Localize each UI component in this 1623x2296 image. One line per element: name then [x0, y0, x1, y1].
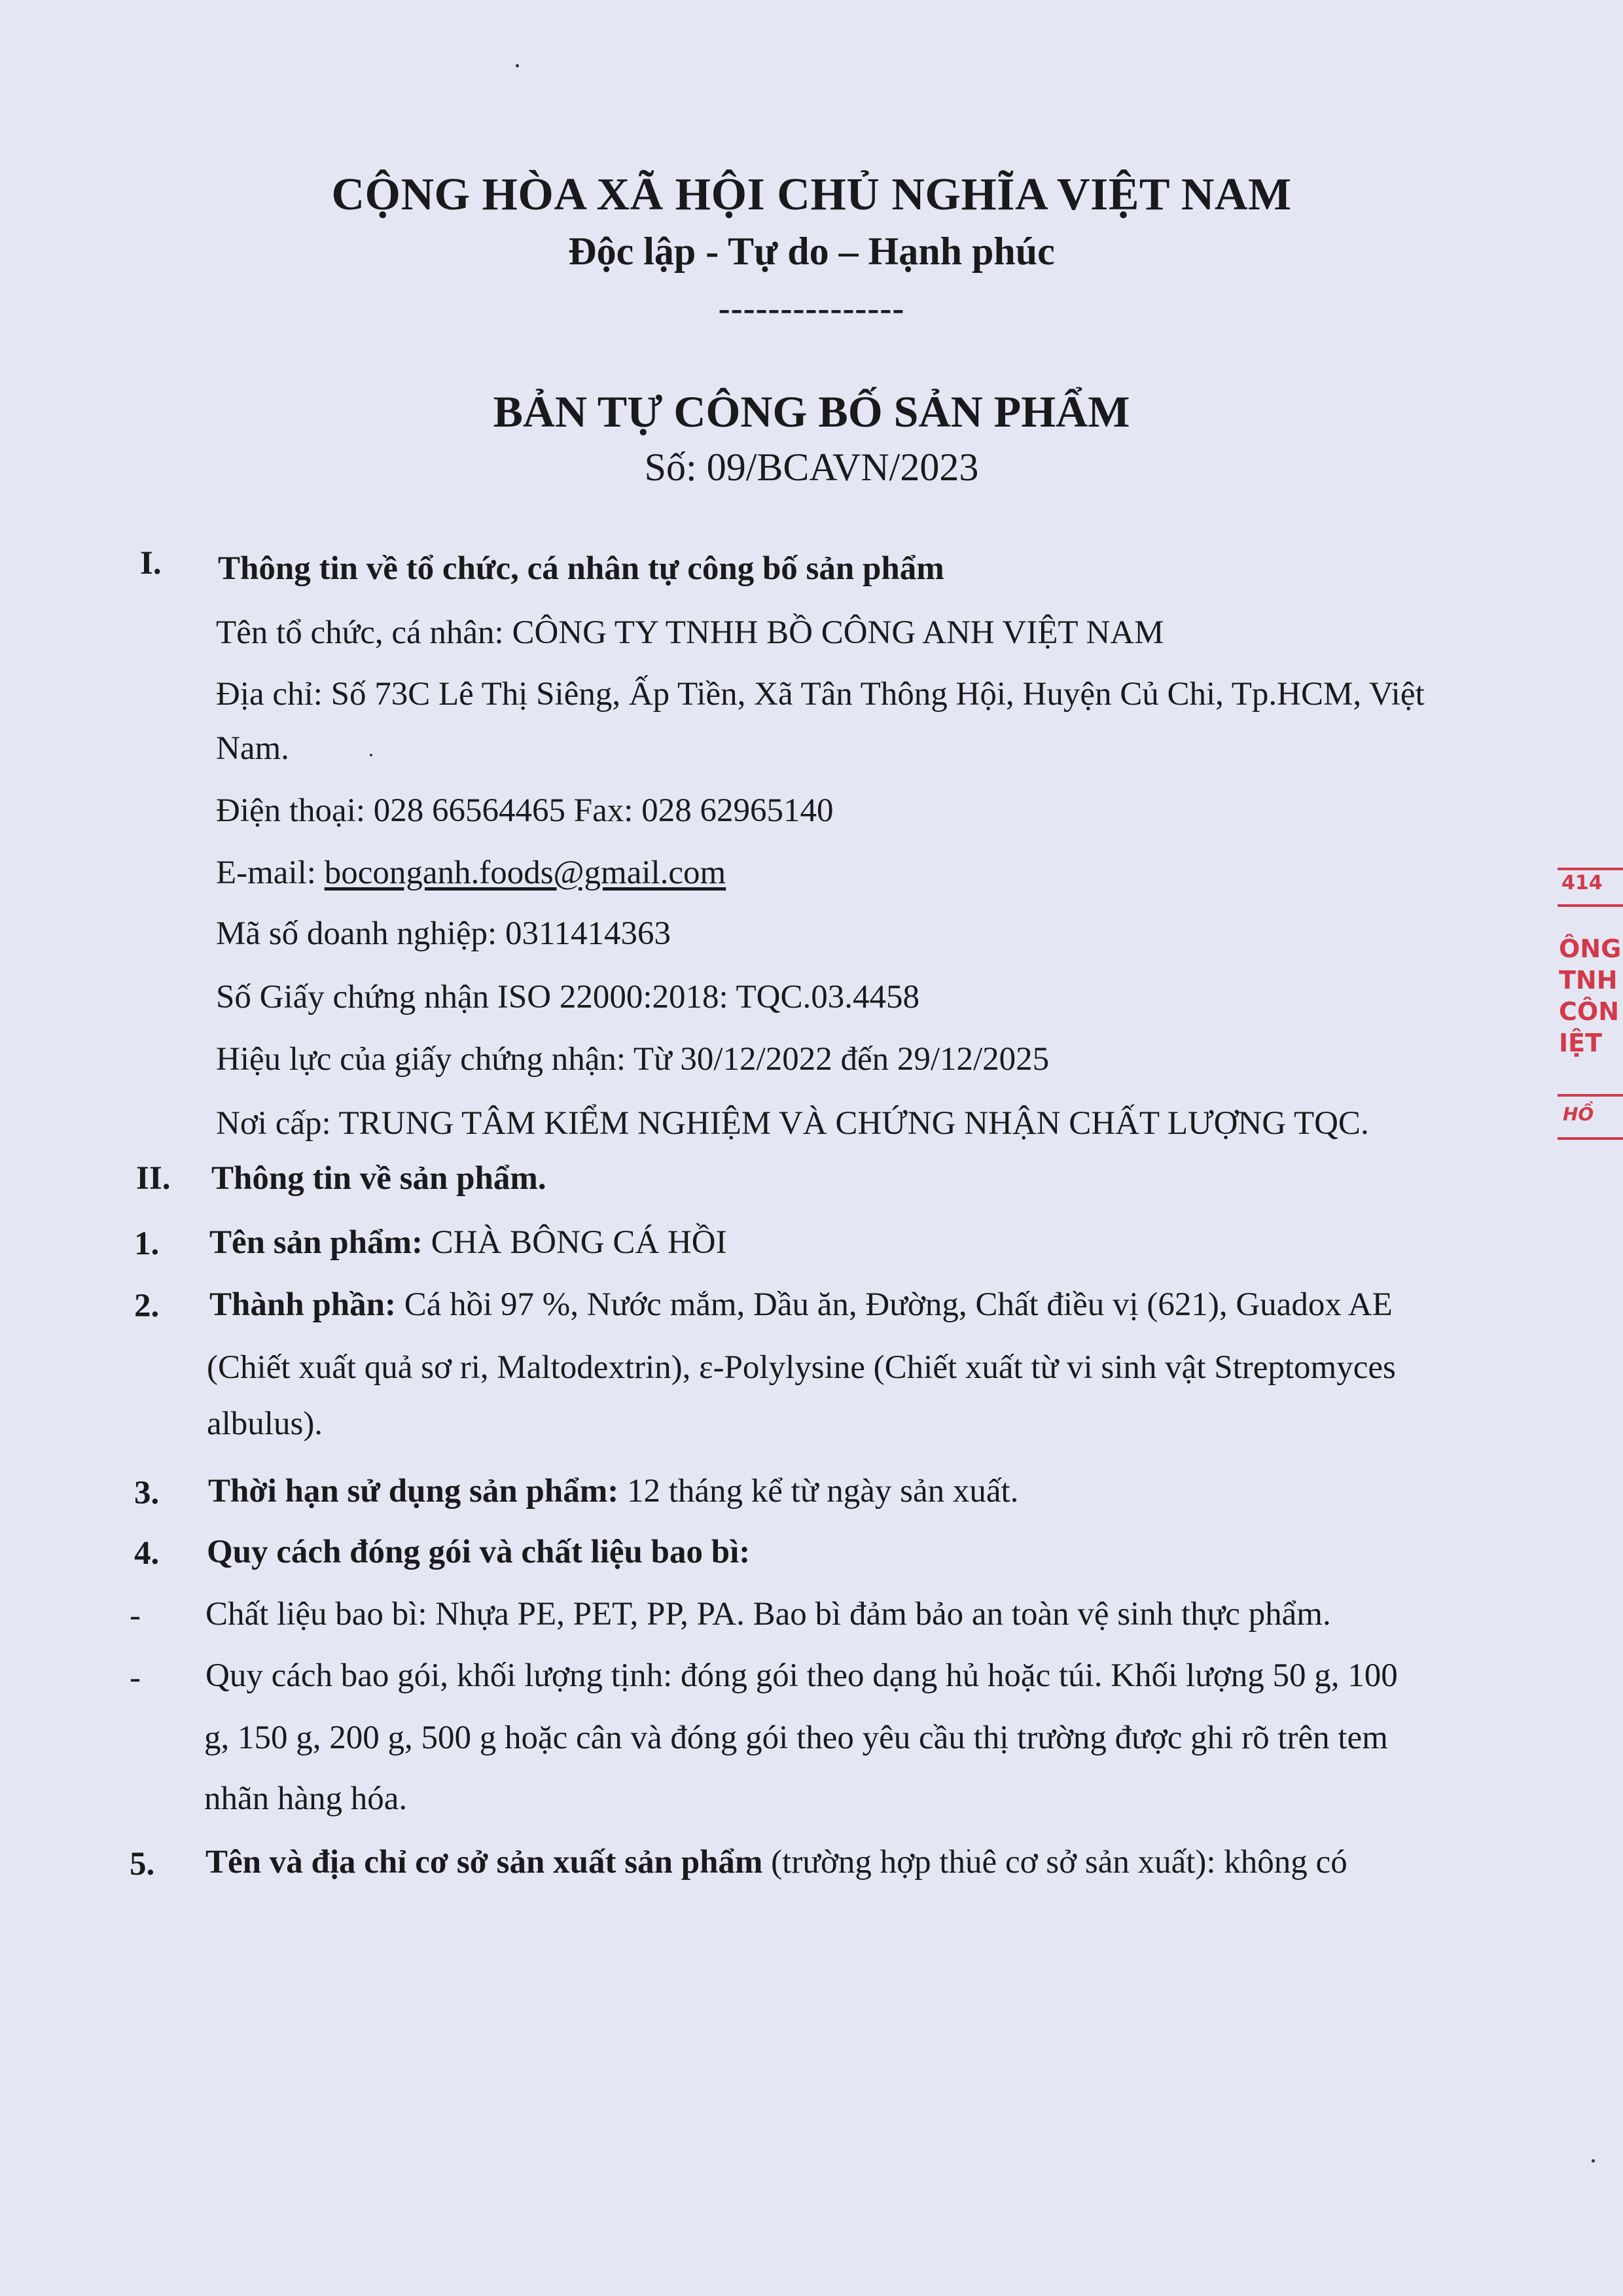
address-line-2: Nam.	[216, 730, 289, 767]
packaging-spec-line-1: Quy cách bao gói, khối lượng tịnh: đóng gói theo dạng hủ hoặc túi. Khối lượng 50 g, 100	[205, 1657, 1398, 1694]
phone-fax: Điện thoại: 028 66564465 Fax: 028 62965140	[216, 792, 834, 829]
manufacturer-info: Tên và địa chỉ cơ sở sản xuất sản phẩm (trường hợp thuê cơ sở sản xuất): không có	[205, 1844, 1347, 1881]
certificate-validity: Hiệu lực của giấy chứng nhận: Từ 30/12/2022 đến 29/12/2025	[216, 1041, 1050, 1078]
packaging-spec-line-3: nhãn hàng hóa.	[204, 1780, 408, 1817]
section-2-marker: II.	[136, 1160, 171, 1197]
document-number: Số: 09/BCAVN/2023	[644, 446, 979, 489]
packaging-material: Chất liệu bao bì: Nhựa PE, PET, PP, PA. Bao bì đảm bảo an toàn vệ sinh thực phẩm.	[205, 1596, 1331, 1633]
scan-speck	[370, 754, 372, 756]
ingredients-line-2: (Chiết xuất quả sơ ri, Maltodextrin), ε-Polylysine (Chiết xuất từ vi sinh vật Streptomyces	[207, 1349, 1396, 1386]
iso-certificate: Số Giấy chứng nhận ISO 22000:2018: TQC.03.4458	[216, 979, 920, 1016]
product-name: Tên sản phẩm: CHÀ BÔNG CÁ HỒI	[209, 1224, 727, 1261]
packaging-bullet-2: -	[130, 1659, 141, 1696]
item-4-marker: 4.	[134, 1535, 160, 1572]
ingredients-line-3: albulus).	[207, 1405, 323, 1442]
email-link[interactable]: boconganh.foods@gmail.com	[324, 855, 726, 891]
address-line-1: Địa chỉ: Số 73C Lê Thị Siêng, Ấp Tiền, Xã Tân Thông Hội, Huyện Củ Chi, Tp.HCM, Việt	[216, 676, 1425, 713]
organization-name: Tên tổ chức, cá nhân: CÔNG TY TNHH BỒ CÔNG ANH VIỆT NAM	[216, 614, 1164, 651]
stamp-border	[1558, 904, 1623, 907]
stamp-text: IỆT	[1559, 1029, 1603, 1057]
stamp-text: 414	[1561, 872, 1603, 894]
nation-title: CỘNG HÒA XÃ HỘI CHỦ NGHĨA VIỆT NAM	[331, 169, 1292, 220]
section-2-heading: Thông tin về sản phẩm.	[211, 1160, 546, 1197]
tax-code: Mã số doanh nghiệp: 0311414363	[216, 915, 671, 952]
item-5-marker: 5.	[130, 1846, 155, 1882]
header-divider: ---------------	[718, 289, 905, 328]
shelf-life: Thời hạn sử dụng sản phẩm: 12 tháng kể từ ngày sản xuất.	[208, 1473, 1019, 1510]
national-motto: Độc lập - Tự do – Hạnh phúc	[568, 230, 1055, 273]
certificate-issuer: Nơi cấp: TRUNG TÂM KIỂM NGHIỆM VÀ CHỨNG NHẬN CHẤT LƯỢNG TQC.	[216, 1105, 1369, 1142]
packaging-heading: Quy cách đóng gói và chất liệu bao bì:	[207, 1534, 751, 1570]
packaging-bullet-1: -	[130, 1597, 141, 1634]
stamp-text: TNH	[1559, 966, 1618, 995]
stamp-text: CÔN	[1559, 997, 1619, 1026]
email-row	[216, 854, 726, 892]
section-1-heading: Thông tin về tổ chức, cá nhân tự công bố sản phẩm	[218, 550, 944, 587]
item-3-marker: 3.	[134, 1475, 160, 1511]
ingredients-line-1: Thành phần: Cá hồi 97 %, Nước mắm, Dầu ăn, Đường, Chất điều vị (621), Guadox AE	[209, 1286, 1393, 1323]
email-label: E-mail:	[216, 855, 325, 891]
stamp-text: ÔNG	[1559, 934, 1622, 963]
stamp-border	[1558, 868, 1623, 870]
section-1-marker: I.	[140, 545, 162, 582]
stamp-border	[1558, 1137, 1623, 1140]
packaging-spec-line-2: g, 150 g, 200 g, 500 g hoặc cân và đóng gói theo yêu cầu thị trường được ghi rõ trên tem	[204, 1720, 1388, 1756]
stamp-border	[1558, 1094, 1623, 1097]
stamp-text: HỒ	[1563, 1103, 1594, 1125]
scan-speck	[1592, 2159, 1595, 2163]
company-stamp	[1558, 864, 1623, 1165]
document-title: BẢN TỰ CÔNG BỐ SẢN PHẨM	[493, 387, 1130, 436]
scan-speck	[516, 64, 519, 67]
item-2-marker: 2.	[134, 1288, 160, 1324]
item-1-marker: 1.	[134, 1226, 160, 1262]
